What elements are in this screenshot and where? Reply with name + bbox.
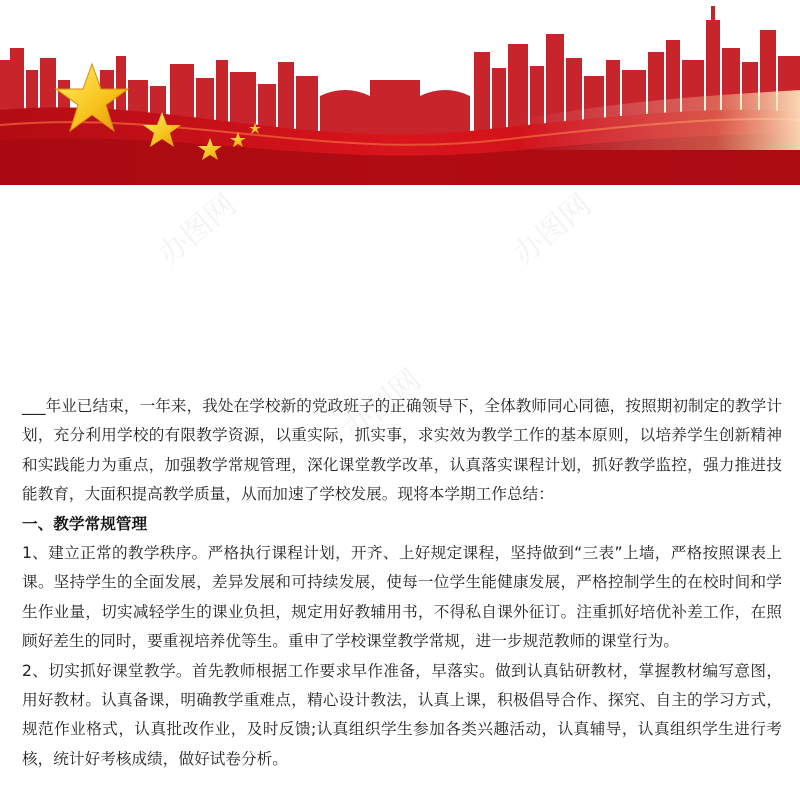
item-paragraph: 1、建立正常的教学秩序。严格执行课程计划，开齐、上好规定课程，坚持做到“三表”上墙，严格按照课表上课。坚持学生的全面发展，差异发展和可持续发展，使每一位学生能健康发展，严格控制学生的在校时间和学生作业量，切实减轻学生的课业负担，规定用好教辅用书，不得私自课外征订。注重抓好培优补差工作，在照顾好差生的同时，要重视培养优等生。重申了学校课堂教学常规，进一步规范教师的课堂行为。 — [22, 544, 782, 651]
item-paragraph: 2、切实抓好课堂教学。首先教师根据工作要求早作准备，早落实。做到认真钻研教材，掌握教材编写意图，用好教材。认真备课，明确教学重难点，精心设计教法，认真上课，积极倡导合作、探究、自主的学习方式，规范作业格式，认真批改作业，及时反馈;认真组织学生参加各类兴趣活动，认真辅导，认真组织学生进行考核，统计好考核成绩，做好试卷分析。 — [22, 661, 782, 768]
document-body — [22, 392, 782, 774]
intro-paragraph: ___年业已结束，一年来，我处在学校新的党政班子的正确领导下，全体教师同心同德，按照期初制定的教学计划，充分利用学校的有限教学资源，以重实际，抓实事，求实效为教学工作的基本原则，以培养学生创新精神和实践能力为重点，加强教学常规管理，深化课堂教学改革，认真落实课程计划，抓好教学监控，强力推进技能教育，大面积提高教学质量，从而加速了学校发展。现将本学期工作总结： — [22, 397, 782, 504]
watermark: 办图网 — [151, 187, 243, 273]
section-heading: 一、教学常规管理 — [22, 514, 148, 533]
header-banner — [0, 0, 800, 185]
watermark: 办图网 — [506, 187, 598, 273]
banner-graphic — [0, 0, 800, 185]
watermark: 办图网 — [336, 362, 428, 448]
